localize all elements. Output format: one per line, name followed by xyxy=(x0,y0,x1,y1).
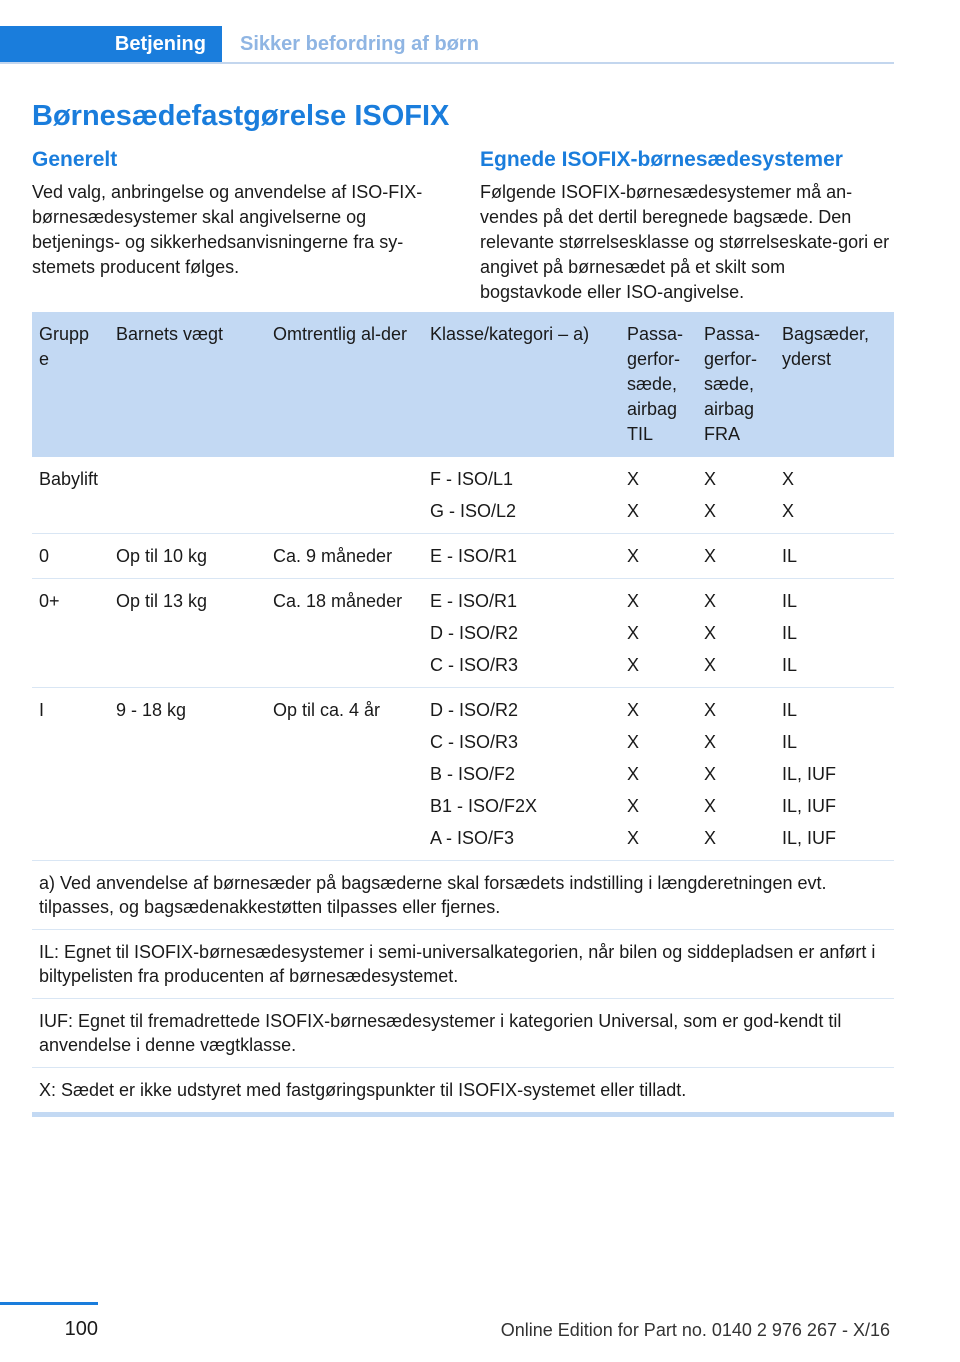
table-cell xyxy=(775,579,894,688)
cell-line: Ca. 18 måneder xyxy=(273,591,403,611)
cell-line: 0+ xyxy=(39,591,60,611)
cell-line: IL xyxy=(782,700,798,720)
cell-line: A - ISO/F3 xyxy=(430,828,515,848)
cell-line: IL, IUF xyxy=(782,796,837,816)
cell-line: X xyxy=(627,655,640,675)
isofix-table xyxy=(32,312,894,1117)
header-airbag-off: Passa-gerfor-sæde, airbag FRA xyxy=(697,312,775,457)
page-number: 100 xyxy=(64,1318,98,1340)
general-section xyxy=(32,148,442,280)
section-tab-active[interactable]: Betjening xyxy=(0,26,222,62)
header-age: Omtrentlig al-der xyxy=(266,312,423,457)
header-group: Grupp e xyxy=(32,312,109,457)
table-cell xyxy=(32,579,109,688)
cell-line: Babylift xyxy=(39,469,99,489)
table-row xyxy=(32,534,894,579)
cell-line: X xyxy=(704,764,717,784)
cell-line: C - ISO/R3 xyxy=(430,655,519,675)
table-note-row xyxy=(32,999,894,1068)
cell-line: Op til ca. 4 år xyxy=(273,700,381,720)
cell-line: X xyxy=(627,796,640,816)
cell-line: IL xyxy=(782,546,798,566)
suitable-systems-section xyxy=(480,148,890,305)
table-note-row xyxy=(32,1068,894,1115)
cell-line: IL, IUF xyxy=(782,828,837,848)
header-class: Klasse/kategori – a) xyxy=(423,312,620,457)
cell-line: IL xyxy=(782,623,798,643)
cell-line: Ca. 9 måneder xyxy=(273,546,393,566)
cell-line: X xyxy=(627,700,640,720)
table-cell xyxy=(32,534,109,579)
table-cell xyxy=(697,688,775,861)
cell-line: X xyxy=(704,546,717,566)
page-number-bar xyxy=(0,1302,98,1305)
table-header-row xyxy=(32,312,894,457)
table-cell xyxy=(775,688,894,861)
cell-line: IL xyxy=(782,655,798,675)
general-text: Ved valg, anbringelse og anvendelse af ISO-FIX-børnesædesystemer skal angivelserne og betjenings- og sikkerhedsanvisningerne fra sy-stemets producent følges. xyxy=(32,182,423,277)
header-airbag-on: Passa-gerfor-sæde, airbag TIL xyxy=(620,312,697,457)
table-cell xyxy=(620,579,697,688)
table-cell xyxy=(266,534,423,579)
table-cell xyxy=(423,688,620,861)
footer-text: Online Edition for Part no. 0140 2 976 267 - X/16 xyxy=(500,1320,890,1340)
cell-line: X xyxy=(704,591,717,611)
table-cell xyxy=(775,534,894,579)
table-cell xyxy=(775,457,894,534)
table-cell xyxy=(620,457,697,534)
cell-line: I xyxy=(39,700,45,720)
table-row xyxy=(32,688,894,861)
cell-line: X xyxy=(627,623,640,643)
table-cell xyxy=(109,688,266,861)
cell-line: G - ISO/L2 xyxy=(430,501,517,521)
cell-line: X xyxy=(704,732,717,752)
table-cell xyxy=(109,534,266,579)
table-cell xyxy=(697,534,775,579)
suitable-systems-text: Følgende ISOFIX-børnesædesystemer må an-vendes på det dertil beregnede bagsæde. Den relevante størrelsesklasse og størrelseskate-gori er angivet på børnesædet på et skilt som bogstavkode eller ISO-angivelse. xyxy=(480,182,890,302)
cell-line: Op til 13 kg xyxy=(116,591,208,611)
cell-line: X xyxy=(627,764,640,784)
table-row xyxy=(32,457,894,534)
table-note: IUF: Egnet til fremadrettede ISOFIX-børnesædesystemer i kategorien Universal, som er god-kendt til anvendelse i denne vægtklasse. xyxy=(32,999,894,1068)
cell-line: E - ISO/R1 xyxy=(430,546,518,566)
cell-line: 9 - 18 kg xyxy=(116,700,187,720)
cell-line: IL, IUF xyxy=(782,764,837,784)
table-cell xyxy=(423,579,620,688)
table-cell xyxy=(620,534,697,579)
table-cell xyxy=(32,457,109,534)
table-note: X: Sædet er ikke udstyret med fastgøringspunkter til ISOFIX-systemet eller tilladt. xyxy=(32,1068,894,1115)
table-cell xyxy=(697,579,775,688)
cell-line: 0 xyxy=(39,546,50,566)
cell-line: D - ISO/R2 xyxy=(430,623,519,643)
cell-line: B - ISO/F2 xyxy=(430,764,516,784)
cell-line: X xyxy=(627,591,640,611)
table-row xyxy=(32,579,894,688)
table-body xyxy=(32,457,894,1115)
cell-line: X xyxy=(627,828,640,848)
cell-line: X xyxy=(704,623,717,643)
cell-line: X xyxy=(704,469,717,489)
header-rear-seats: Bagsæder, yderst xyxy=(775,312,894,457)
header-bar xyxy=(0,26,894,64)
cell-line: E - ISO/R1 xyxy=(430,591,518,611)
cell-line: X xyxy=(704,700,717,720)
table-cell xyxy=(423,534,620,579)
suitable-systems-heading: Egnede ISOFIX-børnesædesystemer xyxy=(480,148,843,171)
cell-line: X xyxy=(704,501,717,521)
cell-line: X xyxy=(704,828,717,848)
section-tab-inactive[interactable]: Sikker befordring af børn xyxy=(240,32,479,55)
table-cell xyxy=(423,457,620,534)
table-cell xyxy=(32,688,109,861)
cell-line: X xyxy=(704,655,717,675)
table-cell xyxy=(109,579,266,688)
cell-line: X xyxy=(704,796,717,816)
table-cell xyxy=(266,457,423,534)
table-cell xyxy=(620,688,697,861)
table-cell xyxy=(697,457,775,534)
table-note-row xyxy=(32,930,894,999)
general-heading: Generelt xyxy=(32,148,118,171)
cell-line: X xyxy=(782,501,795,521)
table-cell xyxy=(266,688,423,861)
page-title: Børnesædefastgørelse ISOFIX xyxy=(32,100,450,132)
table-note: IL: Egnet til ISOFIX-børnesædesystemer i semi-universalkategorien, når bilen og siddepladsen er anført i biltypelisten fra producenten af børnesædesystemet. xyxy=(32,930,894,999)
cell-line: C - ISO/R3 xyxy=(430,732,519,752)
header-weight: Barnets vægt xyxy=(109,312,266,457)
cell-line: X xyxy=(627,546,640,566)
cell-line: F - ISO/L1 xyxy=(430,469,514,489)
cell-line: X xyxy=(627,732,640,752)
cell-line: IL xyxy=(782,591,798,611)
cell-line: Op til 10 kg xyxy=(116,546,208,566)
cell-line: IL xyxy=(782,732,798,752)
table-cell xyxy=(109,457,266,534)
cell-line: X xyxy=(627,501,640,521)
cell-line: X xyxy=(782,469,795,489)
table-cell xyxy=(266,579,423,688)
cell-line: B1 - ISO/F2X xyxy=(430,796,538,816)
cell-line: D - ISO/R2 xyxy=(430,700,519,720)
cell-line: X xyxy=(627,469,640,489)
table-note-row xyxy=(32,861,894,930)
table-note: a) Ved anvendelse af børnesæder på bagsæderne skal forsædets indstilling i længderetningen evt. tilpasses, og bagsædenakkestøtten tilpasses eller fjernes. xyxy=(32,861,894,930)
